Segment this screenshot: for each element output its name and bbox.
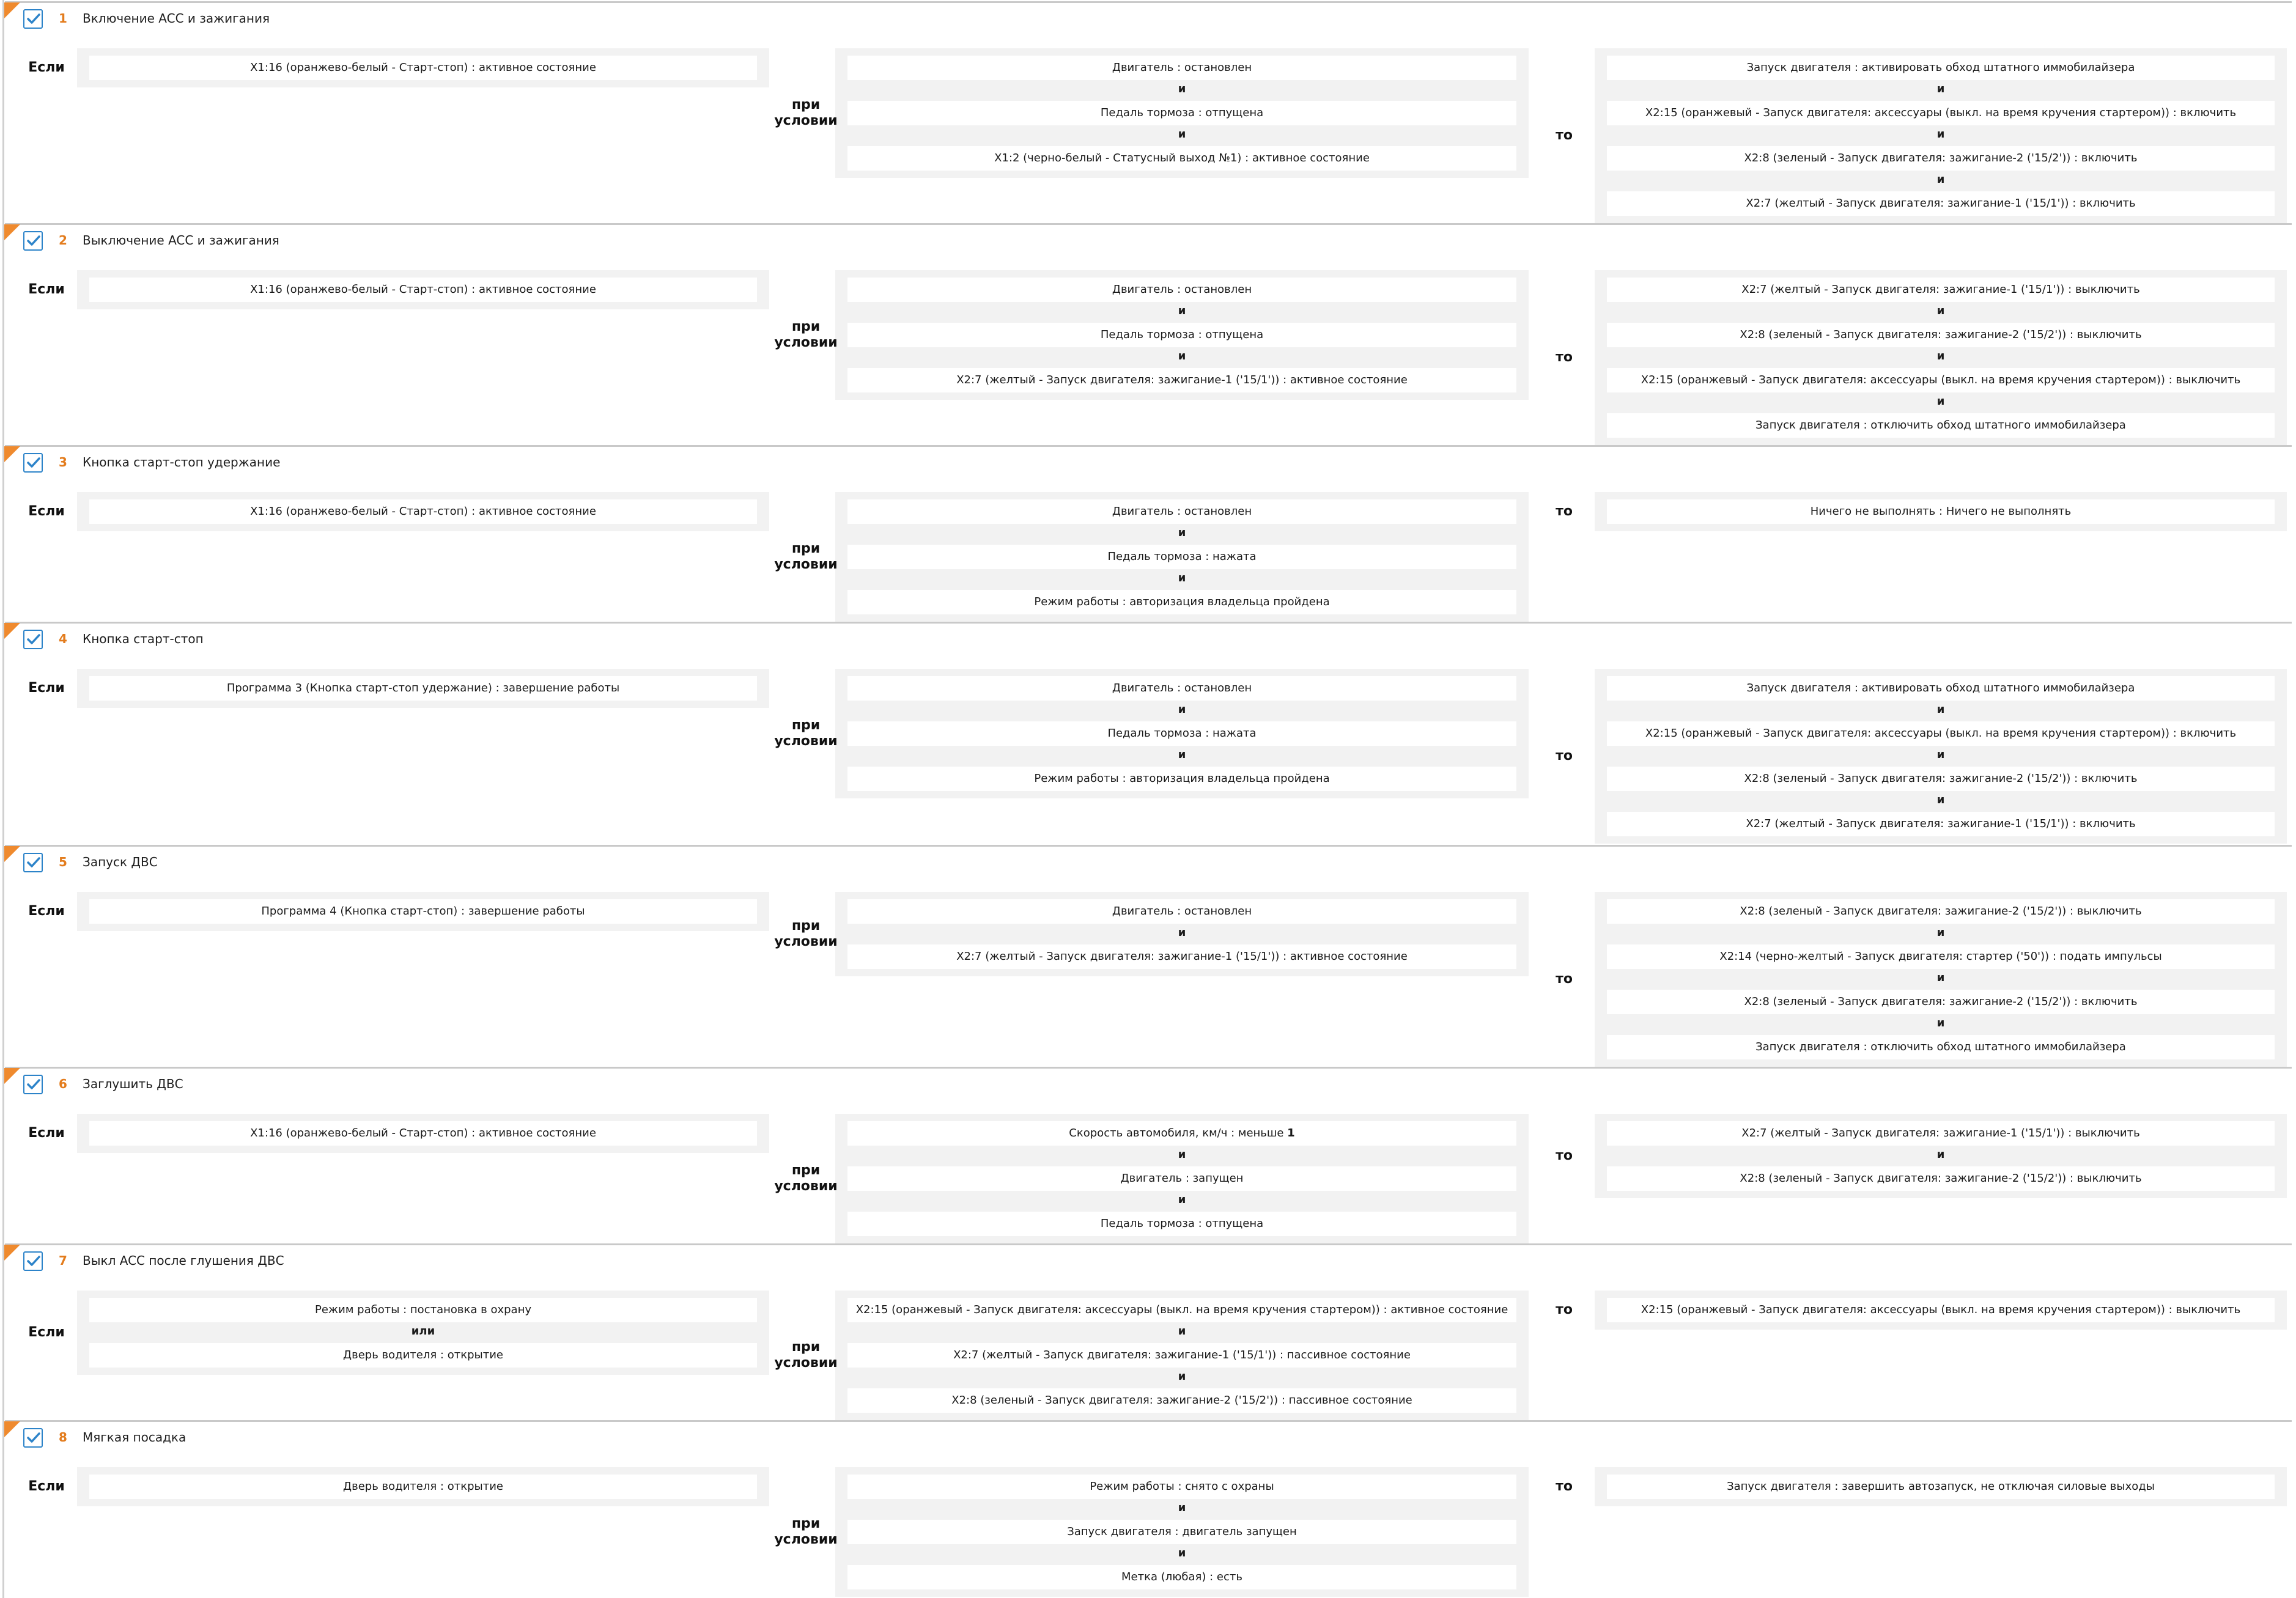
program-number: 4 — [59, 631, 67, 646]
if-field[interactable]: Режим работы : постановка в охрану — [89, 1298, 757, 1322]
then-label: то — [1556, 748, 1573, 764]
condition-field[interactable]: Скорость автомобиля, км/ч : меньше 1 — [847, 1121, 1516, 1146]
if-label: Если — [28, 60, 65, 75]
enable-checkbox[interactable] — [23, 630, 43, 649]
condition-label: при условии — [774, 718, 838, 749]
if-field[interactable]: Дверь водителя : открытие — [89, 1475, 757, 1499]
program-number: 2 — [59, 233, 67, 248]
program-number: 5 — [59, 855, 67, 869]
then-label: то — [1556, 504, 1573, 519]
then-panel — [1595, 1114, 2287, 1198]
conjunction-label: и — [1936, 304, 1945, 317]
program-title[interactable]: Кнопка старт-стоп — [83, 631, 204, 646]
conjunction-label: и — [1178, 304, 1186, 317]
condition-label: при условии — [774, 1339, 838, 1371]
then-field[interactable]: X2:7 (желтый - Запуск двигателя: зажигание-1 ('15/1')) : включить — [1607, 191, 2275, 216]
then-panel — [1595, 492, 2287, 531]
program-block — [5, 1, 2292, 223]
condition-panel — [835, 892, 1529, 976]
if-panel — [77, 1467, 769, 1506]
conjunction-label: и — [1936, 350, 1945, 363]
conjunction-label: и — [1178, 1547, 1186, 1559]
condition-panel — [835, 669, 1529, 798]
then-panel — [1595, 1467, 2287, 1506]
condition-field[interactable]: X2:7 (желтый - Запуск двигателя: зажигание-1 ('15/1')) : пассивное состояние — [847, 1343, 1516, 1368]
if-label: Если — [28, 282, 65, 297]
check-icon — [26, 1077, 42, 1092]
check-icon — [26, 1253, 42, 1269]
then-field[interactable]: X2:8 (зеленый - Запуск двигателя: зажигание-2 ('15/2')) : выключить — [1607, 899, 2275, 924]
edit-marker-icon — [4, 846, 20, 862]
if-label: Если — [28, 904, 65, 919]
program-block — [5, 1067, 2292, 1243]
conjunction-label: и — [1936, 1148, 1945, 1161]
if-field[interactable]: Программа 4 (Кнопка старт-стоп) : завершение работы — [89, 899, 757, 924]
if-panel — [77, 1291, 769, 1375]
then-field[interactable]: X2:15 (оранжевый - Запуск двигателя: аксессуары (выкл. на время кручения стартером)) : выключить — [1607, 368, 2275, 392]
then-panel — [1595, 892, 2287, 1067]
if-field[interactable]: Дверь водителя : открытие — [89, 1343, 757, 1368]
conjunction-label: и — [1936, 793, 1945, 806]
if-label: Если — [28, 1479, 65, 1494]
conjunction-label: и — [1936, 703, 1945, 716]
condition-field[interactable]: Педаль тормоза : нажата — [847, 721, 1516, 746]
program-title[interactable]: Мягкая посадка — [83, 1430, 186, 1445]
condition-field[interactable]: Педаль тормоза : нажата — [847, 545, 1516, 569]
program-block — [5, 622, 2292, 845]
conjunction-label: и — [1178, 926, 1186, 939]
if-panel — [77, 892, 769, 931]
conjunction-label: и — [1178, 1325, 1186, 1338]
edit-marker-icon — [4, 1068, 20, 1084]
condition-field[interactable]: Режим работы : авторизация владельца пройдена — [847, 590, 1516, 614]
then-field[interactable]: Запуск двигателя : активировать обход штатного иммобилайзера — [1607, 56, 2275, 80]
check-icon — [26, 455, 42, 471]
if-field[interactable]: Программа 3 (Кнопка старт-стоп удержание) : завершение работы — [89, 676, 757, 701]
conjunction-label: и — [1936, 971, 1945, 984]
edit-marker-icon — [4, 446, 20, 462]
conjunction-label: и — [1178, 83, 1186, 95]
condition-field[interactable]: Режим работы : снято с охраны — [847, 1475, 1516, 1499]
edit-marker-icon — [4, 224, 20, 240]
condition-panel — [835, 1467, 1529, 1597]
condition-field[interactable]: Двигатель : остановлен — [847, 499, 1516, 524]
then-field[interactable]: X2:8 (зеленый - Запуск двигателя: зажигание-2 ('15/2')) : включить — [1607, 767, 2275, 791]
if-panel — [77, 492, 769, 531]
then-field[interactable]: X2:7 (желтый - Запуск двигателя: зажигание-1 ('15/1')) : выключить — [1607, 278, 2275, 302]
program-block — [5, 223, 2292, 445]
if-field[interactable]: X1:16 (оранжево-белый - Старт-стоп) : активное состояние — [89, 56, 757, 80]
then-label: то — [1556, 1302, 1573, 1317]
if-label: Если — [28, 1125, 65, 1141]
conjunction-label: и — [1936, 926, 1945, 939]
condition-label: при условии — [774, 97, 838, 128]
if-label: Если — [28, 680, 65, 696]
condition-field[interactable]: Двигатель : остановлен — [847, 56, 1516, 80]
then-panel — [1595, 669, 2287, 844]
condition-label: при условии — [774, 918, 838, 949]
edit-marker-icon — [4, 1421, 20, 1437]
conjunction-label: и — [1936, 83, 1945, 95]
conjunction-label: или — [411, 1325, 435, 1338]
if-label: Если — [28, 1325, 65, 1340]
condition-field[interactable]: Двигатель : остановлен — [847, 676, 1516, 701]
condition-field[interactable]: X2:15 (оранжевый - Запуск двигателя: аксессуары (выкл. на время кручения стартером)) : активное состояние — [847, 1298, 1516, 1322]
conjunction-label: и — [1178, 350, 1186, 363]
program-title[interactable]: Выключение ACC и зажигания — [83, 233, 279, 248]
conjunction-label: и — [1178, 1370, 1186, 1383]
then-field[interactable]: X2:7 (желтый - Запуск двигателя: зажигание-1 ('15/1')) : включить — [1607, 812, 2275, 836]
if-panel — [77, 1114, 769, 1153]
enable-checkbox[interactable] — [23, 9, 43, 29]
if-field[interactable]: X1:16 (оранжево-белый - Старт-стоп) : активное состояние — [89, 1121, 757, 1146]
conjunction-label: и — [1178, 572, 1186, 584]
if-label: Если — [28, 504, 65, 519]
then-field[interactable]: Запуск двигателя : активировать обход штатного иммобилайзера — [1607, 676, 2275, 701]
value-bold: 1 — [1287, 1127, 1295, 1140]
then-panel — [1595, 270, 2287, 445]
edit-marker-icon — [4, 623, 20, 639]
if-panel — [77, 669, 769, 708]
condition-panel — [835, 1291, 1529, 1420]
program-title[interactable]: Включение ACC и зажигания — [83, 11, 270, 26]
program-number: 3 — [59, 455, 67, 469]
condition-field[interactable]: Двигатель : остановлен — [847, 899, 1516, 924]
condition-panel — [835, 270, 1529, 400]
then-label: то — [1556, 971, 1573, 987]
then-panel — [1595, 1291, 2287, 1330]
enable-checkbox[interactable] — [23, 1251, 43, 1271]
condition-field[interactable]: Режим работы : авторизация владельца пройдена — [847, 767, 1516, 791]
enable-checkbox[interactable] — [23, 853, 43, 872]
then-field[interactable]: Запуск двигателя : отключить обход штатного иммобилайзера — [1607, 413, 2275, 438]
then-label: то — [1556, 350, 1573, 365]
then-field[interactable]: X2:14 (черно-желтый - Запуск двигателя: стартер ('50')) : подать импульсы — [1607, 944, 2275, 969]
conjunction-label: и — [1178, 128, 1186, 141]
check-icon — [26, 855, 42, 871]
then-field[interactable]: X2:15 (оранжевый - Запуск двигателя: аксессуары (выкл. на время кручения стартером)) : выключить — [1607, 1298, 2275, 1322]
conjunction-label: и — [1936, 128, 1945, 141]
conjunction-label: и — [1178, 748, 1186, 761]
edit-marker-icon — [4, 2, 20, 18]
edit-marker-icon — [4, 1245, 20, 1261]
check-icon — [26, 11, 42, 27]
condition-field[interactable]: X2:8 (зеленый - Запуск двигателя: зажигание-2 ('15/2')) : пассивное состояние — [847, 1388, 1516, 1413]
program-title[interactable]: Запуск ДВС — [83, 855, 158, 869]
program-block — [5, 845, 2292, 1067]
condition-field[interactable]: Двигатель : запущен — [847, 1166, 1516, 1191]
condition-field[interactable]: X2:7 (желтый - Запуск двигателя: зажигание-1 ('15/1')) : активное состояние — [847, 944, 1516, 969]
condition-panel — [835, 1114, 1529, 1243]
program-number: 1 — [59, 11, 67, 26]
conjunction-label: и — [1936, 1017, 1945, 1029]
condition-field[interactable]: Педаль тормоза : отпущена — [847, 1212, 1516, 1236]
program-block — [5, 1420, 2292, 1598]
then-field[interactable]: X2:15 (оранжевый - Запуск двигателя: аксессуары (выкл. на время кручения стартером)) : включить — [1607, 721, 2275, 746]
enable-checkbox[interactable] — [23, 453, 43, 473]
conjunction-label: и — [1936, 395, 1945, 408]
then-field[interactable]: X2:8 (зеленый - Запуск двигателя: зажигание-2 ('15/2')) : включить — [1607, 146, 2275, 171]
condition-label: при условии — [774, 1516, 838, 1547]
program-title[interactable]: Кнопка старт-стоп удержание — [83, 455, 281, 469]
program-title[interactable]: Заглушить ДВС — [83, 1077, 183, 1091]
then-field[interactable]: Ничего не выполнять : Ничего не выполнять — [1607, 499, 2275, 524]
enable-checkbox[interactable] — [23, 1428, 43, 1448]
condition-field[interactable]: X1:2 (черно-белый - Статусный выход №1) : активное состояние — [847, 146, 1516, 171]
conjunction-label: и — [1178, 1148, 1186, 1161]
condition-label: при условии — [774, 541, 838, 572]
check-icon — [26, 631, 42, 647]
program-number: 7 — [59, 1253, 67, 1268]
condition-field[interactable]: Запуск двигателя : двигатель запущен — [847, 1520, 1516, 1544]
if-panel — [77, 270, 769, 309]
condition-field[interactable]: X2:7 (желтый - Запуск двигателя: зажигание-1 ('15/1')) : активное состояние — [847, 368, 1516, 392]
conjunction-label: и — [1936, 748, 1945, 761]
program-block — [5, 445, 2292, 622]
enable-checkbox[interactable] — [23, 1075, 43, 1094]
then-field[interactable]: X2:8 (зеленый - Запуск двигателя: зажигание-2 ('15/2')) : включить — [1607, 990, 2275, 1014]
condition-field[interactable]: Педаль тормоза : отпущена — [847, 323, 1516, 347]
program-number: 6 — [59, 1077, 67, 1091]
conjunction-label: и — [1178, 703, 1186, 716]
condition-panel — [835, 48, 1529, 178]
then-field[interactable]: X2:8 (зеленый - Запуск двигателя: зажигание-2 ('15/2')) : выключить — [1607, 1166, 2275, 1191]
if-field[interactable]: X1:16 (оранжево-белый - Старт-стоп) : активное состояние — [89, 278, 757, 302]
conjunction-label: и — [1178, 1501, 1186, 1514]
then-label: то — [1556, 128, 1573, 143]
then-field[interactable]: X2:7 (желтый - Запуск двигателя: зажигание-1 ('15/1')) : выключить — [1607, 1121, 2275, 1146]
if-panel — [77, 48, 769, 87]
then-field[interactable]: X2:15 (оранжевый - Запуск двигателя: аксессуары (выкл. на время кручения стартером)) : включить — [1607, 101, 2275, 125]
then-label: то — [1556, 1148, 1573, 1163]
conjunction-label: и — [1178, 526, 1186, 539]
condition-label: при условии — [774, 1163, 838, 1194]
then-label: то — [1556, 1479, 1573, 1494]
condition-label: при условии — [774, 319, 838, 350]
conjunction-label: и — [1936, 173, 1945, 186]
program-title[interactable]: Выкл ACC после глушения ДВС — [83, 1253, 284, 1268]
then-field[interactable]: Запуск двигателя : отключить обход штатного иммобилайзера — [1607, 1035, 2275, 1059]
condition-panel — [835, 492, 1529, 622]
check-icon — [26, 1430, 42, 1446]
enable-checkbox[interactable] — [23, 231, 43, 251]
then-field[interactable]: X2:8 (зеленый - Запуск двигателя: зажигание-2 ('15/2')) : выключить — [1607, 323, 2275, 347]
then-panel — [1595, 48, 2287, 223]
condition-field[interactable]: Метка (любая) : есть — [847, 1565, 1516, 1589]
condition-field[interactable]: Двигатель : остановлен — [847, 278, 1516, 302]
program-number: 8 — [59, 1430, 67, 1445]
condition-field[interactable]: Педаль тормоза : отпущена — [847, 101, 1516, 125]
check-icon — [26, 233, 42, 249]
program-block — [5, 1243, 2292, 1420]
conjunction-label: и — [1178, 1193, 1186, 1206]
if-field[interactable]: X1:16 (оранжево-белый - Старт-стоп) : активное состояние — [89, 499, 757, 524]
then-field[interactable]: Запуск двигателя : завершить автозапуск, не отключая силовые выходы — [1607, 1475, 2275, 1499]
